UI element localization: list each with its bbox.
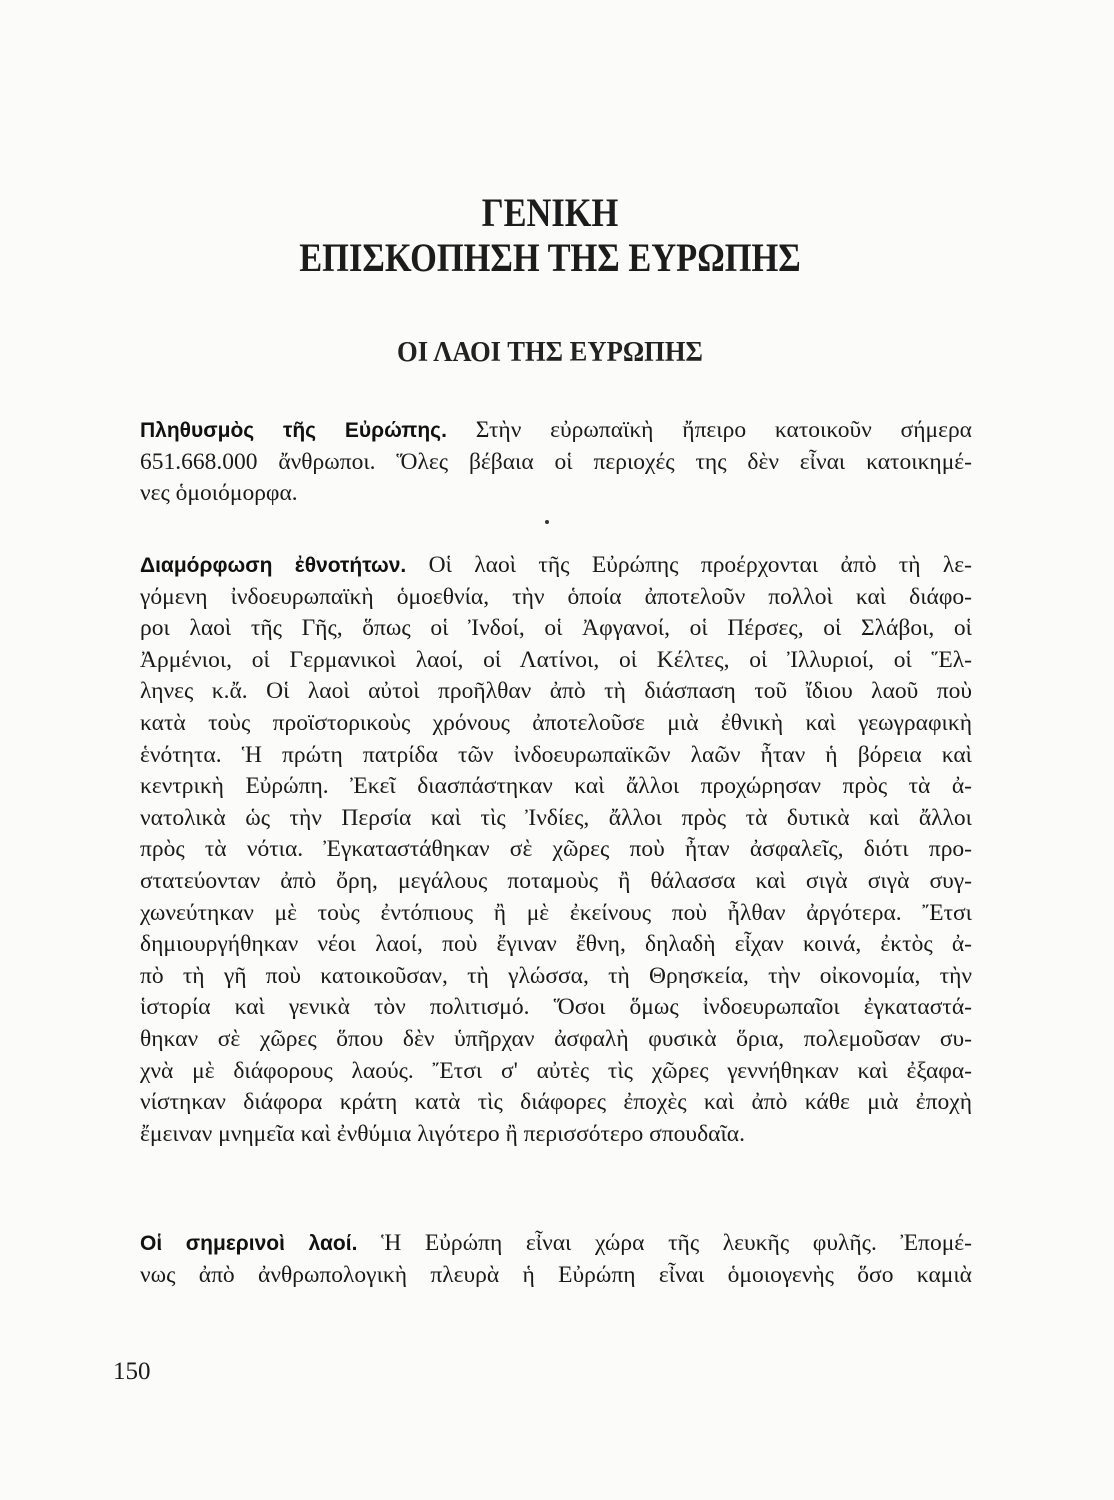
paragraph-line: γόμενη ἰνδοευρωπαϊκὴ ὁμοεθνία, τὴν ὁποία ἀποτελοῦν πολλοὶ καὶ διάφο- bbox=[140, 583, 972, 610]
paragraph-lead: Πληθυσμὸς τῆς Εὐρώπης. bbox=[140, 419, 447, 442]
print-speck bbox=[545, 520, 549, 524]
paragraph-ethnicities bbox=[140, 550, 972, 1150]
paragraph-line: δημιουργήθηκαν νέοι λαοί, ποὺ ἔγιναν ἔθνη, δηλαδὴ εἶχαν κοινά, ἐκτὸς ἀ- bbox=[140, 931, 972, 958]
paragraph-line: στατεύονταν ἀπὸ ὄρη, μεγάλους ποταμοὺς ἢ θάλασσα καὶ σιγὰ σιγὰ συγ- bbox=[140, 867, 972, 894]
page-number: 150 bbox=[113, 1358, 151, 1385]
paragraph-line: ροι λαοὶ τῆς Γῆς, ὅπως οἱ Ἰνδοί, οἱ Ἀφγανοί, οἱ Πέρσες, οἱ Σλάβοι, οἱ bbox=[140, 615, 972, 642]
paragraph-line: νες ὁμοιόμορφα. bbox=[140, 480, 298, 507]
paragraph-line: ἔμειναν μνημεῖα καὶ ἐνθύμια λιγότερο ἢ περισσότερο σπουδαῖα. bbox=[140, 1120, 745, 1147]
paragraph-lead: Οἱ σημερινοὶ λαοί. bbox=[140, 1232, 358, 1255]
paragraph-line bbox=[140, 1228, 972, 1260]
paragraph-modern-peoples bbox=[140, 1228, 972, 1291]
section-title: ΟΙ ΛΑΟΙ ΤΗΣ ΕΥΡΩΠΗΣ bbox=[397, 337, 703, 368]
paragraph-line: 651.668.000 ἄνθρωποι. Ὅλες βέβαια οἱ περιοχές της δὲν εἶναι κατοικημέ- bbox=[140, 448, 972, 475]
paragraph-text: Οἱ λαοὶ τῆς Εὐρώπης προέρχονται ἀπὸ τὴ λε- bbox=[406, 552, 972, 578]
paragraph-line: ληνες κ.ἄ. Οἱ λαοὶ αὐτοὶ προῆλθαν ἀπὸ τὴ διάσπαση τοῦ ἴδιου λαοῦ ποὺ bbox=[140, 678, 972, 705]
paragraph-line: νίστηκαν διάφορα κράτη κατὰ τὶς διάφορες ἐποχὲς καὶ ἀπὸ κάθε μιὰ ἐποχὴ bbox=[140, 1089, 972, 1116]
paragraph-line bbox=[140, 550, 972, 582]
paragraph-line: θηκαν σὲ χῶρες ὅπου δὲν ὑπῆρχαν ἀσφαλὴ φυσικὰ ὅρια, πολεμοῦσαν συ- bbox=[140, 1025, 972, 1052]
paragraph-text: Στὴν εὐρωπαϊκὴ ἤπειρο κατοικοῦν σήμερα bbox=[446, 417, 972, 443]
paragraph-line: ἑνότητα. Ἡ πρώτη πατρίδα τῶν ἰνδοευρωπαϊκῶν λαῶν ἦταν ἡ βόρεια καὶ bbox=[140, 741, 972, 768]
paragraph-line: πὸ τὴ γῆ ποὺ κατοικοῦσαν, τὴ γλώσσα, τὴ Θρησκεία, τὴν οἰκονομία, τὴν bbox=[140, 962, 972, 989]
chapter-title-line-1: ΓΕΝΙΚΗ bbox=[481, 190, 619, 235]
paragraph-line: Ἀρμένιοι, οἱ Γερμανικοὶ λαοί, οἱ Λατίνοι, οἱ Κέλτες, οἱ Ἰλλυριοί, οἱ Ἕλ- bbox=[140, 646, 972, 673]
paragraph-line: χωνεύτηκαν μὲ τοὺς ἐντόπιους ἢ μὲ ἐκείνους ποὺ ἦλθαν ἀργότερα. Ἔτσι bbox=[140, 899, 972, 926]
paragraph-line: κεντρικὴ Εὐρώπη. Ἐκεῖ διασπάστηκαν καὶ ἄλλοι προχώρησαν πρὸς τὰ ἀ- bbox=[140, 773, 972, 800]
paragraph-line: νως ἀπὸ ἀνθρωπολογικὴ πλευρὰ ἡ Εὐρώπη εἶναι ὁμοιογενὴς ὅσο καμιὰ bbox=[140, 1261, 972, 1288]
paragraph-line: ἱστορία καὶ γενικὰ τὸν πολιτισμό. Ὅσοι ὅμως ἰνδοευρωπαῖοι ἐγκαταστά- bbox=[140, 994, 972, 1021]
paragraph-line: νατολικὰ ὡς τὴν Περσία καὶ τὶς Ἰνδίες, ἄλλοι πρὸς τὰ δυτικὰ καὶ ἄλλοι bbox=[140, 804, 972, 831]
paragraph-text: Ἡ Εὐρώπη εἶναι χώρα τῆς λευκῆς φυλῆς. Ἐπομέ- bbox=[357, 1230, 972, 1256]
paragraph-lead: Διαμόρφωση ἐθνοτήτων. bbox=[140, 554, 407, 577]
chapter-title-line-2: ΕΠΙΣΚΟΠΗΣΗ ΤΗΣ ΕΥΡΩΠΗΣ bbox=[299, 235, 801, 280]
paragraph-line: πρὸς τὰ νότια. Ἐγκαταστάθηκαν σὲ χῶρες ποὺ ἦταν ἀσφαλεῖς, διότι προ- bbox=[140, 836, 972, 863]
paragraph-line bbox=[140, 415, 972, 447]
paragraph-population bbox=[140, 415, 972, 510]
paragraph-line: κατὰ τοὺς προϊστορικοὺς χρόνους ἀποτελοῦσε μιὰ ἐθνικὴ καὶ γεωγραφικὴ bbox=[140, 709, 972, 736]
paragraph-line: χνὰ μὲ διάφορους λαούς. Ἔτσι σ' αὐτὲς τὶς χῶρες γεννήθηκαν καὶ ἐξαφα- bbox=[140, 1057, 972, 1084]
